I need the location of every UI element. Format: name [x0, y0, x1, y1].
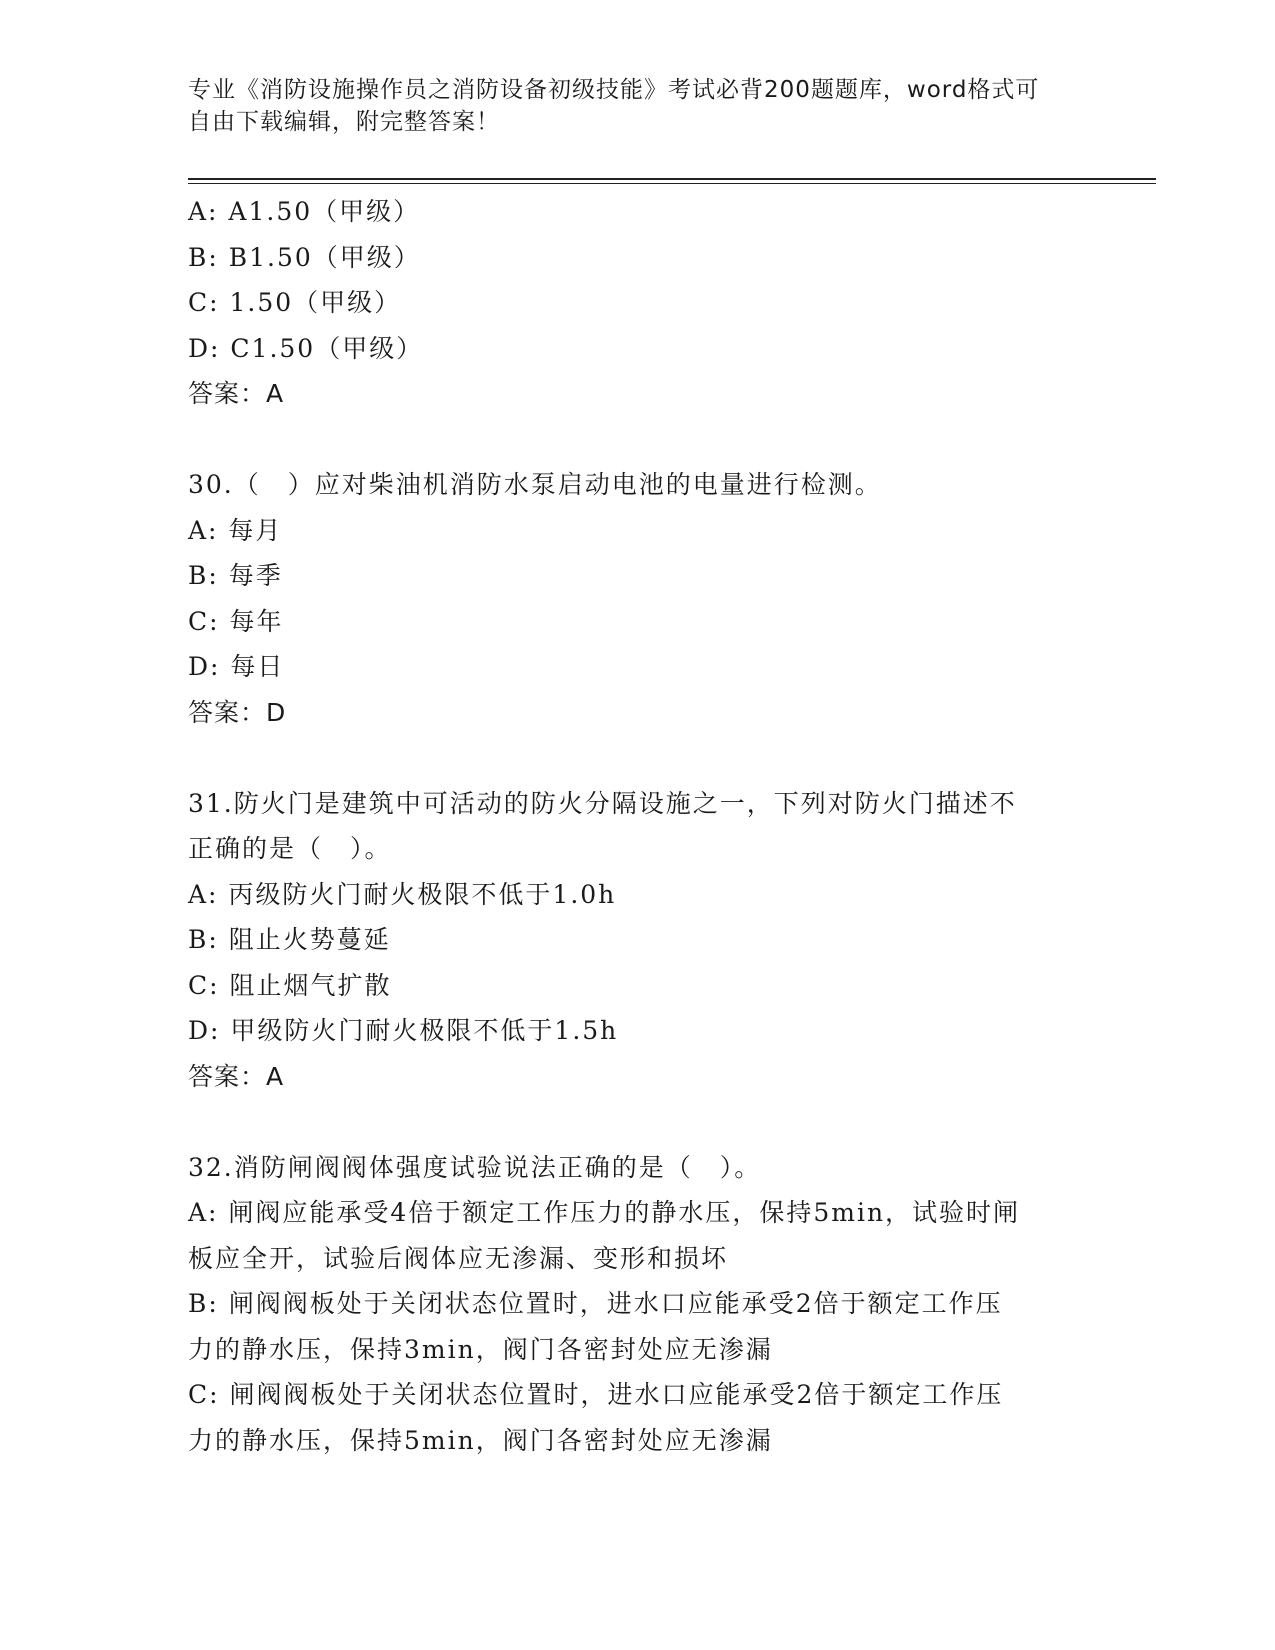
option-d: D: C1.50（甲级） — [188, 333, 424, 363]
option-b: B: B1.50（甲级） — [188, 242, 421, 272]
option-a-line-1: A: 闸阀应能承受4倍于额定工作压力的静水压，保持5min，试验时闸 — [188, 1198, 1021, 1227]
option-b: B: 每季 — [188, 561, 283, 590]
header-rule-thick — [188, 178, 1156, 180]
option-a: A: A1.50（甲级） — [188, 197, 421, 226]
answer: 答案：D — [188, 697, 287, 727]
option-c: C: 1.50（甲级） — [188, 288, 402, 317]
option-b: B: 阻止火势蔓延 — [188, 925, 391, 954]
question-list — [188, 189, 1088, 1463]
option-b-line-1: B: 闸阀阀板处于关闭状态位置时，进水口应能承受2倍于额定工作压 — [188, 1289, 1003, 1318]
question-stem: 32.消防闸阀阀体强度试验说法正确的是（ ）。 — [188, 1152, 762, 1182]
answer: 答案：A — [188, 379, 285, 408]
question-29 — [188, 189, 1088, 417]
header-line-2: 自由下载编辑，附完整答案！ — [188, 109, 500, 135]
question-stem-line-2: 正确的是（ ）。 — [188, 834, 392, 863]
option-c-line-2: 力的静水压，保持5min，阀门各密封处应无渗漏 — [188, 1425, 773, 1455]
document-header — [188, 74, 1088, 138]
question-stem-line-1: 31.防火门是建筑中可活动的防火分隔设施之一，下列对防火门描述不 — [188, 788, 1017, 818]
answer: 答案：A — [188, 1061, 285, 1091]
question-32 — [188, 1145, 1088, 1464]
option-d: D: 每日 — [188, 652, 285, 681]
option-c: C: 阻止烟气扩散 — [188, 970, 392, 1000]
header-rule-thin — [188, 183, 1156, 184]
option-a: A: 丙级防火门耐火极限不低于1.0h — [188, 879, 617, 909]
question-30 — [188, 462, 1088, 735]
option-c-line-1: C: 闸阀阀板处于关闭状态位置时，进水口应能承受2倍于额定工作压 — [188, 1380, 1004, 1409]
option-a-line-2: 板应全开，试验后阀体应无渗漏、变形和损坏 — [188, 1243, 729, 1273]
question-31 — [188, 781, 1088, 1100]
option-a: A: 每月 — [188, 515, 283, 545]
option-c: C: 每年 — [188, 606, 284, 636]
option-b-line-2: 力的静水压，保持3min，阀门各密封处应无渗漏 — [188, 1334, 773, 1364]
header-line-1: 专业《消防设施操作员之消防设备初级技能》考试必背200题题库，word格式可 — [188, 77, 1040, 103]
question-stem: 30.（ ）应对柴油机消防水泵启动电池的电量进行检测。 — [188, 470, 882, 499]
option-d: D: 甲级防火门耐火极限不低于1.5h — [188, 1016, 619, 1045]
